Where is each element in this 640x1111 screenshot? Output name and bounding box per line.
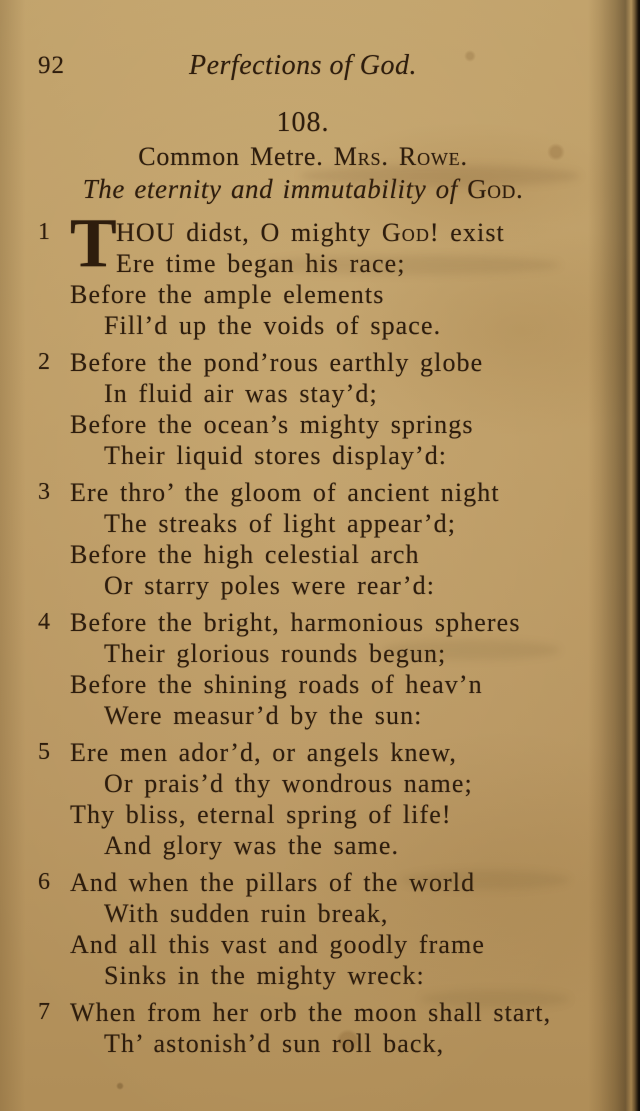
verse-line (70, 310, 640, 341)
verse-line (70, 830, 640, 861)
text-run: ! exist (429, 218, 505, 247)
small-caps-text: Mrs. Rowe. (333, 142, 468, 171)
text-run: Before the bright, harmonious spheres (70, 608, 521, 637)
text-run: Before the shining roads of heav’n (70, 670, 483, 699)
stanza-number: 3 (38, 479, 50, 505)
stanza-lines (70, 867, 640, 991)
verse-line (70, 960, 640, 991)
text-run: In fluid air was stay’d; (104, 379, 378, 408)
verse-line (70, 347, 640, 378)
text-run: Th’ astonish’d sun roll back, (104, 1029, 445, 1058)
text-run: And when the pillars of the world (70, 868, 476, 897)
text-run: Common Metre. (138, 142, 334, 171)
small-caps-text: God (381, 218, 430, 247)
small-caps-text: God. (467, 174, 524, 204)
page-header (0, 52, 640, 92)
stanza (38, 347, 640, 471)
verse-line (70, 898, 640, 929)
verse-line (70, 570, 640, 601)
text-run: With sudden ruin break, (104, 899, 389, 928)
text-run: Ere thro’ the gloom of ancient night (70, 478, 500, 507)
stanza (38, 867, 640, 991)
stanza-number: 1 (38, 219, 50, 245)
text-run: Fill’d up the voids of space. (104, 311, 442, 340)
stanza-lines (70, 737, 640, 861)
text-run: And all this vast and goodly frame (70, 930, 485, 959)
verse-line (70, 669, 640, 700)
verse-line (70, 477, 640, 508)
running-title: Perfections of God. (188, 50, 418, 81)
text-run: Before the pond’rous earthly globe (70, 348, 484, 377)
text-run: Were measur’d by the sun: (104, 701, 423, 730)
stanza-number: 5 (38, 739, 50, 765)
meter-author-line (0, 142, 606, 172)
stanza-lines (70, 477, 640, 601)
text-run: Before the high celestial arch (70, 540, 420, 569)
text-run: Before the ocean’s mighty springs (70, 410, 474, 439)
stanza-lines (70, 205, 640, 341)
text-run: Or starry poles were rear’d: (104, 571, 436, 600)
stanza (38, 737, 640, 861)
text-run: Or prais’d thy wondrous name; (104, 769, 473, 798)
verse-line (70, 638, 640, 669)
stanza (38, 607, 640, 731)
text-run: Sinks in the mighty wreck: (104, 961, 425, 990)
text-run: HOU didst, O mighty (116, 218, 382, 247)
verse-line (70, 737, 640, 768)
stanza-list (0, 205, 640, 1059)
verse-line (70, 440, 640, 471)
stanza-lines (70, 997, 640, 1059)
stanza-lines (70, 607, 640, 731)
verse-line (70, 997, 640, 1028)
stanza (38, 997, 640, 1059)
text-run: And glory was the same. (104, 831, 400, 860)
verse-line (70, 799, 640, 830)
text-run: Thy bliss, eternal spring of life! (70, 800, 452, 829)
verse-line (70, 700, 640, 731)
verse-line (70, 248, 640, 279)
drop-cap-letter: T (70, 205, 117, 282)
stanza-lines (70, 347, 640, 471)
verse-line (70, 539, 640, 570)
hymn-subtitle (0, 174, 606, 205)
verse-line (70, 378, 640, 409)
stanza-number: 7 (38, 999, 50, 1025)
verse-line (70, 217, 640, 248)
text-run: Their liquid stores display’d: (104, 441, 448, 470)
text-run: The streaks of light appear’d; (104, 509, 457, 538)
stanza (38, 477, 640, 601)
text-run: Their glorious rounds begun; (104, 639, 447, 668)
text-run: The eternity and immutability of (82, 174, 468, 204)
stanza-number: 2 (38, 349, 50, 375)
text-run: When from her orb the moon shall start, (70, 998, 552, 1027)
verse-line (70, 768, 640, 799)
verse-line (70, 867, 640, 898)
text-run: Ere time began his race; (116, 249, 406, 278)
stanza-number: 6 (38, 869, 50, 895)
text-run: Ere men ador’d, or angels knew, (70, 738, 457, 767)
stanza (38, 205, 640, 341)
stanza-number: 4 (38, 609, 50, 635)
verse-line (70, 508, 640, 539)
verse-line (70, 279, 640, 310)
verse-line (70, 929, 640, 960)
hymn-number: 108. (276, 107, 330, 138)
verse-line (70, 409, 640, 440)
verse-line (70, 607, 640, 638)
page-number: 92 (38, 52, 65, 79)
text-run: Before the ample elements (70, 280, 385, 309)
verse-line (70, 1028, 640, 1059)
